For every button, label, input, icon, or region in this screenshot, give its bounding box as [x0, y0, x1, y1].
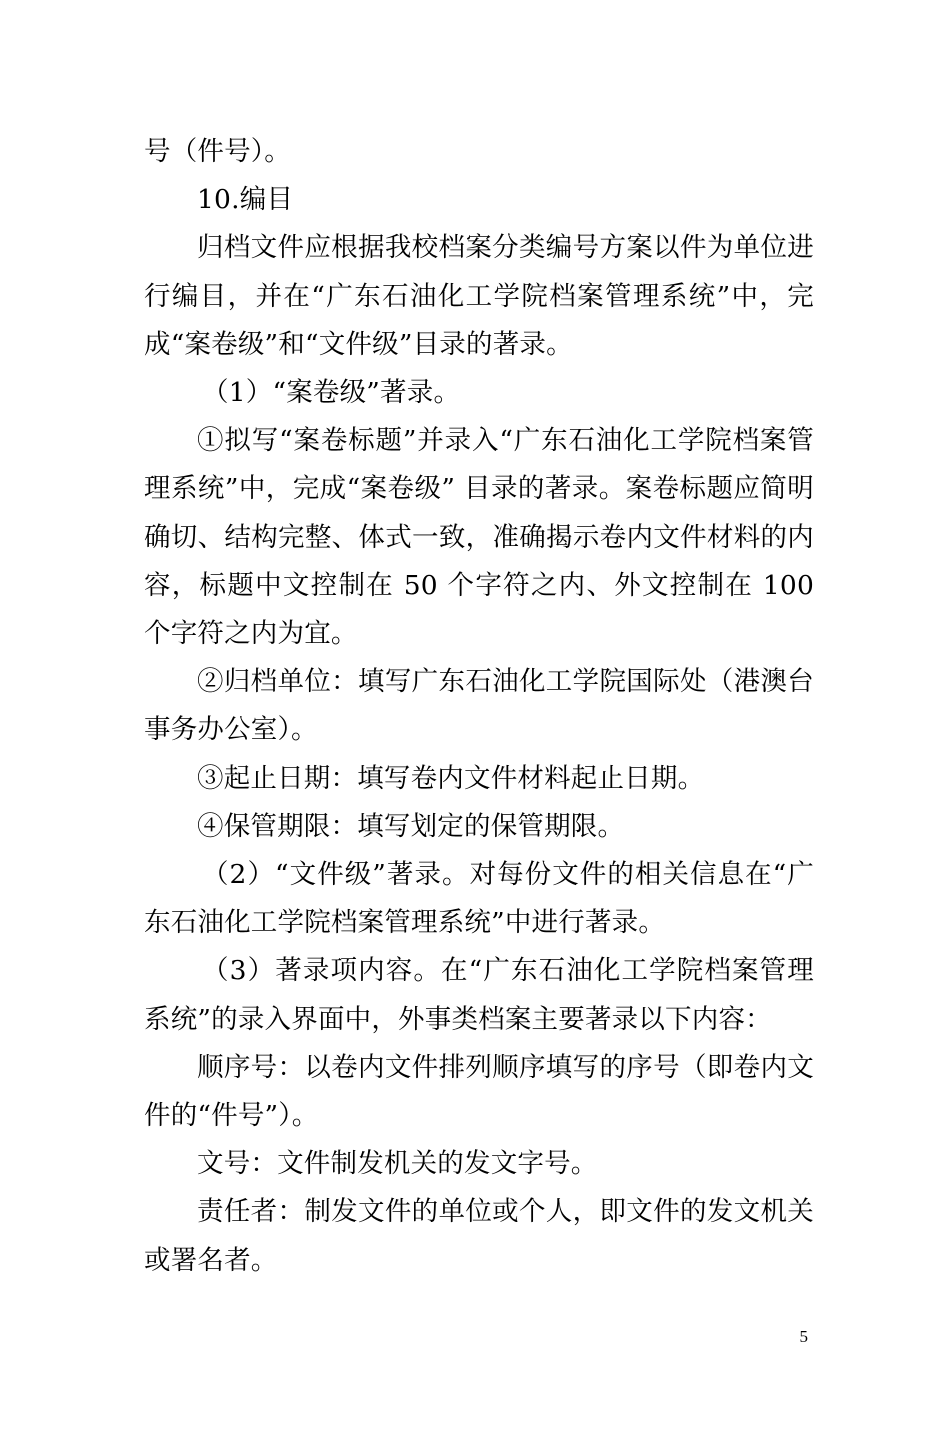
- paragraph: ③起止日期：填写卷内文件材料起止日期。: [197, 762, 705, 794]
- paragraph: ②归档单位：填写广东石油化工学院国际处（港澳台事务办公室）。: [144, 666, 814, 746]
- paragraph: ④保管期限：填写划定的保管期限。: [197, 810, 625, 842]
- subheading-volume-level: （1）“案卷级”著录。: [202, 377, 461, 409]
- paragraph: 顺序号：以卷内文件排列顺序填写的序号（即卷内文件的“件号”）。: [144, 1051, 814, 1132]
- paragraph: 文号：文件制发机关的发文字号。: [197, 1148, 598, 1180]
- subheading-entry-items: （3）著录项内容。在“广东石油化工学院档案管理系统”的录入界面中，外事类档案主要著录以下内容：: [144, 955, 814, 1035]
- body-text: [144, 128, 814, 1285]
- subheading-file-level: （2）“文件级”著录。对每份文件的相关信息在“广东石油化工学院档案管理系统”中进行著录。: [144, 859, 814, 939]
- section-heading-cataloguing: 10.编目: [197, 184, 294, 216]
- paragraph: 责任者：制发文件的单位或个人，即文件的发文机关或署名者。: [144, 1196, 814, 1276]
- paragraph: 归档文件应根据我校档案分类编号方案以件为单位进行编目，并在“广东石油化工学院档案管理系统”中，完成“案卷级”和“文件级”目录的著录。: [144, 232, 814, 360]
- page-number: 5: [799, 1327, 808, 1346]
- paragraph-continuation: 号（件号）。: [144, 136, 291, 167]
- paragraph: ①拟写“案卷标题”并录入“广东石油化工学院档案管理系统”中，完成“案卷级” 目录的著录。案卷标题应简明确切、结构完整、体式一致，准确揭示卷内文件材料的内容，标题中文控制在 50 个字符之内、外文控制在 100 个字符之内为宜。: [144, 425, 814, 650]
